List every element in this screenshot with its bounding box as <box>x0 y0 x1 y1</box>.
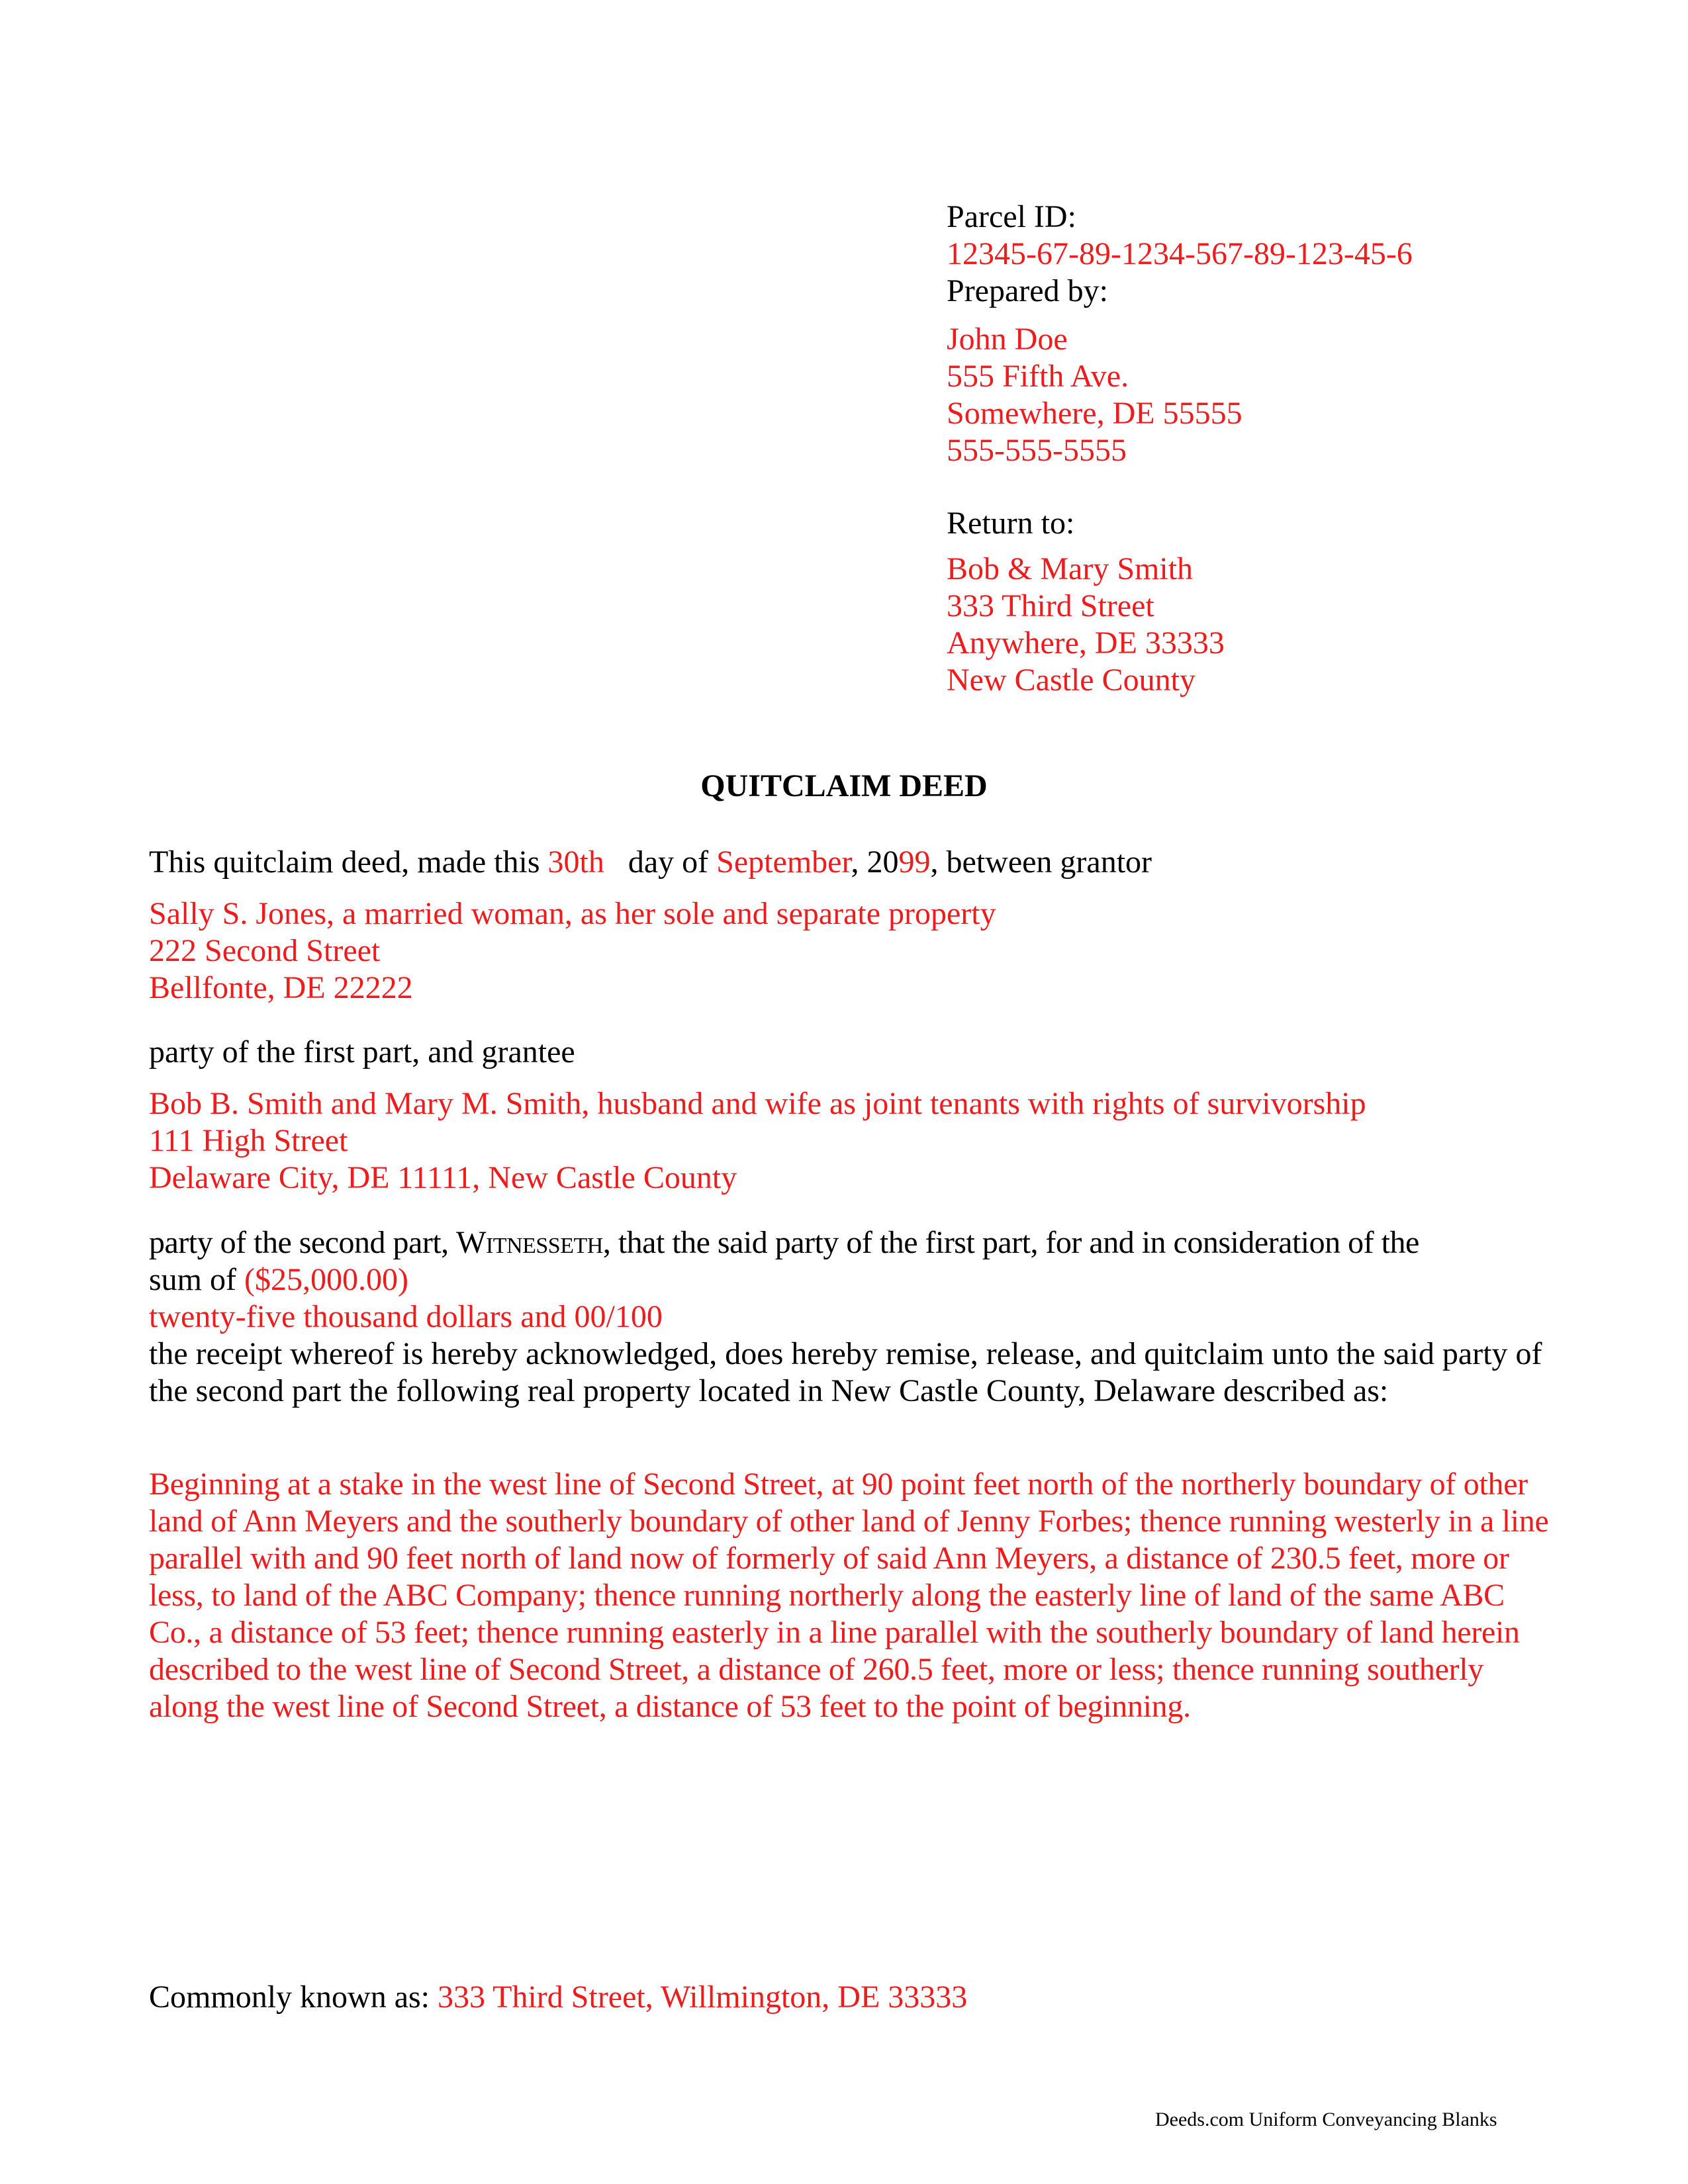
intro-line <box>149 844 1552 881</box>
grantee-line: Delaware City, DE 11111, New Castle County <box>149 1160 737 1195</box>
grantee-line: 111 High Street <box>149 1123 348 1158</box>
common-address-line <box>149 1979 1552 2016</box>
amount: ($25,000.00) <box>244 1262 408 1297</box>
common-label: Commonly known as: <box>149 1979 438 2015</box>
consideration-line1-a: party of the second part, <box>149 1225 457 1260</box>
intro-suffix: , between grantor <box>930 844 1152 880</box>
grantor-line: Bellfonte, DE 22222 <box>149 970 413 1005</box>
prepared-by-line: 555 Fifth Ave. <box>947 359 1129 394</box>
prepared-by-line: John Doe <box>947 322 1068 357</box>
grantor-line: Sally S. Jones, a married woman, as her sole and separate property <box>149 896 996 931</box>
sum-label: sum of <box>149 1262 244 1297</box>
prepared-by-line: Somewhere, DE 55555 <box>947 396 1243 431</box>
consideration-block <box>149 1224 1552 1410</box>
common-address: 333 Third Street, Willmington, DE 33333 <box>438 1979 968 2015</box>
intro-month: September <box>716 844 851 880</box>
amount-words: twenty-five thousand dollars and 00/100 <box>149 1299 663 1334</box>
intro-day: 30th <box>547 844 604 880</box>
parcel-id: 12345-67-89-1234-567-89-123-45-6 <box>947 236 1413 271</box>
intro-prefix: This quitclaim deed, made this <box>149 844 548 880</box>
footer-text: Deeds.com Uniform Conveyancing Blanks <box>1155 2109 1497 2130</box>
consideration-line1-b: , that the said party of the first part, for and in consideration of the <box>602 1225 1419 1260</box>
return-to-block <box>947 551 1225 699</box>
return-to-line: Bob & Mary Smith <box>947 551 1194 586</box>
intro-mid2: , 20 <box>851 844 899 880</box>
return-to-line: 333 Third Street <box>947 588 1154 623</box>
witnesseth: Witnesseth <box>456 1225 603 1260</box>
return-label: Return to: <box>947 506 1075 541</box>
first-part-text: party of the first part, and grantee <box>149 1034 575 1069</box>
grantor-block <box>149 895 1552 1007</box>
prepared-by-line: 555-555-5555 <box>947 433 1127 468</box>
prepared-by-block <box>947 321 1243 469</box>
intro-year: 99 <box>898 844 931 880</box>
grantee-line: Bob B. Smith and Mary M. Smith, husband and wife as joint tenants with rights of survivorship <box>149 1086 1366 1121</box>
header-parcel-block <box>947 199 1413 310</box>
grantor-line: 222 Second Street <box>149 933 381 968</box>
return-to-line: New Castle County <box>947 662 1196 698</box>
receipt-text: the receipt whereof is hereby acknowledged, does hereby remise, release, and quitclaim unto the said party of the second part the following real property located in New Castle County, Delaware described as: <box>149 1336 1542 1408</box>
document-title: QUITCLAIM DEED <box>700 768 988 803</box>
parcel-label: Parcel ID: <box>947 199 1076 234</box>
grantee-block <box>149 1085 1552 1197</box>
prepared-label: Prepared by: <box>947 273 1108 308</box>
intro-mid1: day of <box>604 844 717 880</box>
legal-description: Beginning at a stake in the west line of Second Street, at 90 point feet north of the northerly boundary of other land of Ann Meyers and the southerly boundary of other land of Jenny Forbes; thence running westerly in a line parallel with and 90 feet north of land now of formerly of said Ann Meyers, a distance of 230.5 feet, more or less, to land of the ABC Company; thence running northerly along the easterly line of land of the same ABC Co., a distance of 53 feet; thence running easterly in a line parallel with the southerly boundary of land herein described to the west line of Second Street, a distance of 260.5 feet, more or less; thence running southerly along the west line of Second Street, a distance of 53 feet to the point of beginning. <box>149 1467 1549 1724</box>
return-to-line: Anywhere, DE 33333 <box>947 625 1225 660</box>
